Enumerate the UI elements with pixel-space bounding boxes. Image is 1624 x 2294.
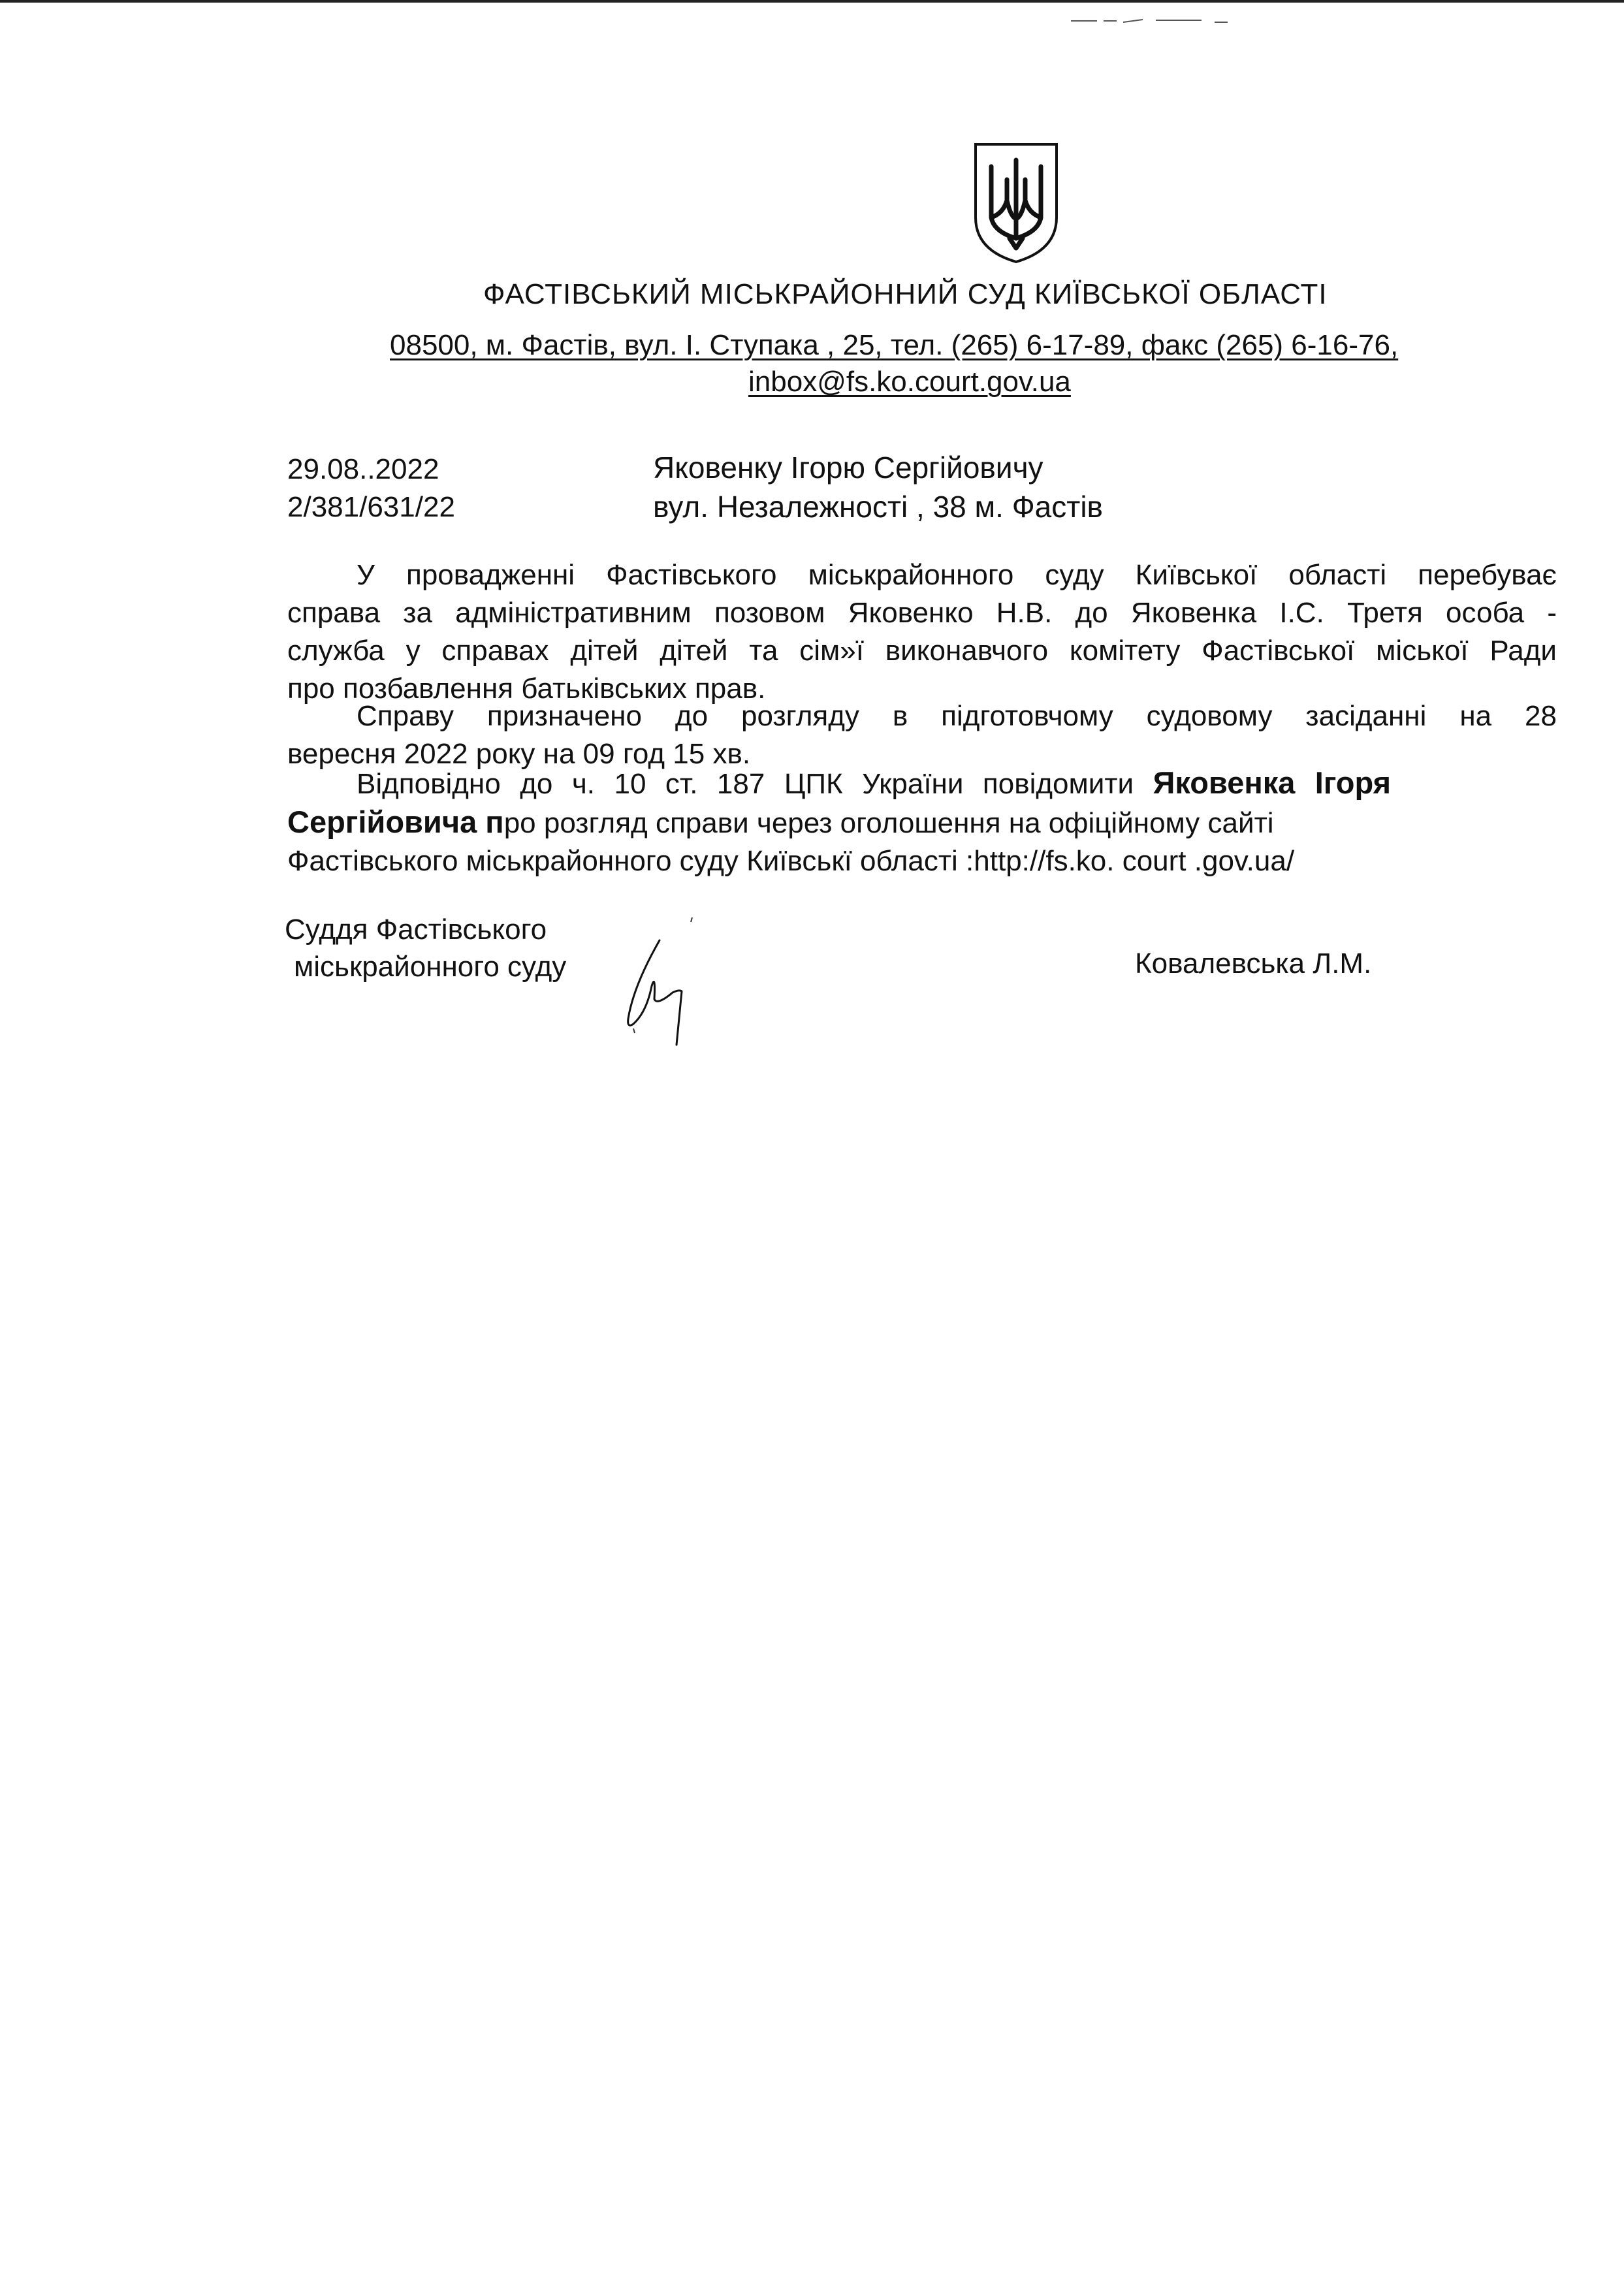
signer-name: Ковалевська Л.М. [1135, 948, 1372, 980]
scan-marks [1071, 14, 1241, 27]
scan-edge [0, 0, 1624, 3]
trident-icon [970, 140, 1062, 264]
notification-text: Відповідно до ч. 10 ст. 187 ЦПК України повідомити [357, 768, 1153, 800]
paragraph-line: справа за адміністративним позовом Яковенко Н.В. до Яковенка І.С. Третя особа - [287, 597, 1557, 629]
addressee-address: вул. Незалежності , 38 м. Фастів [653, 490, 1103, 524]
court-email: inbox@fs.ko.court.gov.ua [748, 366, 1071, 398]
paragraph-line [287, 803, 1391, 842]
paragraph-case-description [287, 556, 1557, 708]
document-date: 29.08..2022 [287, 453, 439, 485]
paragraph-line [287, 764, 1391, 803]
paragraph-line: служба у справах дітей дітей та сім»ї виконавчого комітету Фастівської міської Ради [287, 635, 1557, 667]
addressee-name: Яковенку Ігорю Сергійовичу [653, 451, 1043, 485]
court-title: ФАСТІВСЬКИЙ МІСЬКРАЙОННИЙ СУД КИЇВСЬКОЇ ОБЛАСТІ [483, 278, 1328, 310]
handwritten-signature [614, 914, 705, 1058]
notification-text: ро розгляд справи через оголошення на офіційному сайті [503, 807, 1274, 839]
paragraph-line: вересня 2022 року на 09 год 15 хв. [287, 738, 751, 770]
defendant-name-bold: Яковенка Ігоря [1153, 765, 1392, 800]
paragraph-line: Справу призначено до розгляду в підготовчому судовому засіданні на 28 [357, 700, 1557, 732]
court-address: 08500, м. Фастів, вул. І. Ступака , 25, тел. (265) 6-17-89, факс (265) 6-16-76, [390, 329, 1399, 361]
signer-title-line-1: Суддя Фастівського [285, 914, 547, 946]
signer-title-line-2: міськрайонного суду [294, 951, 567, 983]
document-number: 2/381/631/22 [287, 491, 455, 523]
paragraph-hearing-date [287, 697, 1557, 773]
defendant-name-bold: Сергійовича п [287, 804, 504, 839]
paragraph-line: про позбавлення батьківських прав. [287, 673, 766, 705]
paragraph-line: У провадженні Фастівського міськрайонного суду Київської області перебуває [357, 559, 1557, 591]
paragraph-notification [287, 764, 1391, 880]
paragraph-line: Фастівського міськрайонного суду Київськї області :http://fs.ko. court .gov.ua/ [287, 845, 1295, 877]
